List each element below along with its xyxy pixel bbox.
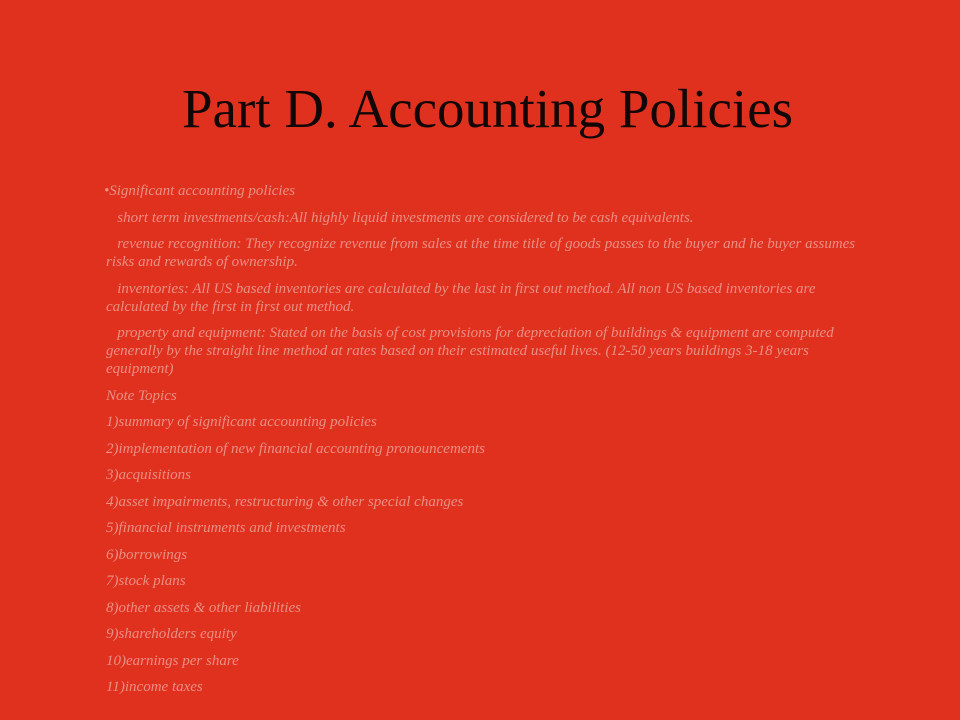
note-topic-item: 9)shareholders equity [106, 626, 237, 642]
note-topic-item: 5)financial instruments and investments [106, 520, 346, 536]
note-topic-item: 7)stock plans [106, 573, 186, 589]
note-topic-item: 8)other assets & other liabilities [106, 599, 301, 616]
note-topic-item: 2)implementation of new financial accounting pronouncements [106, 440, 485, 457]
policy-revenue-recognition: revenue recognition: They recognize revenue from sales at the time title of goods passes to the buyer and he buyer assumes risks and rewards of ownership. [106, 236, 856, 270]
note-topics-label: Note Topics [106, 387, 177, 404]
note-topic-item: 3)acquisitions [106, 467, 191, 483]
bullet-icon: • [104, 183, 110, 199]
note-topic-item: 11)income taxes [106, 679, 203, 695]
slide-title: Part D. Accounting Policies [181, 78, 794, 139]
policy-short-term-investments: short term investments/cash:All highly liquid investments are considered to be cash equivalents. [117, 209, 694, 226]
heading-text: Significant accounting policies [109, 183, 296, 199]
slide-body [106, 182, 876, 705]
bullet-heading [104, 182, 876, 200]
note-topic-item: 4)asset impairments, restructuring & other special changes [106, 493, 464, 510]
note-topic-item: 6)borrowings [106, 546, 188, 563]
note-topic-item: 1)summary of significant accounting policies [106, 414, 377, 430]
policy-inventories: inventories: All US based inventories are calculated by the last in first out method. All non US based inventories are calculated by the first in first out method. [106, 280, 816, 315]
policy-property-equipment: property and equipment: Stated on the basis of cost provisions for depreciation of buildings & equipment are computed generally by the straight line method at rates based on their estimated useful lives. (12-50 years buildings 3-18 years equipment) [106, 325, 834, 377]
note-topic-item: 10)earnings per share [106, 652, 239, 669]
